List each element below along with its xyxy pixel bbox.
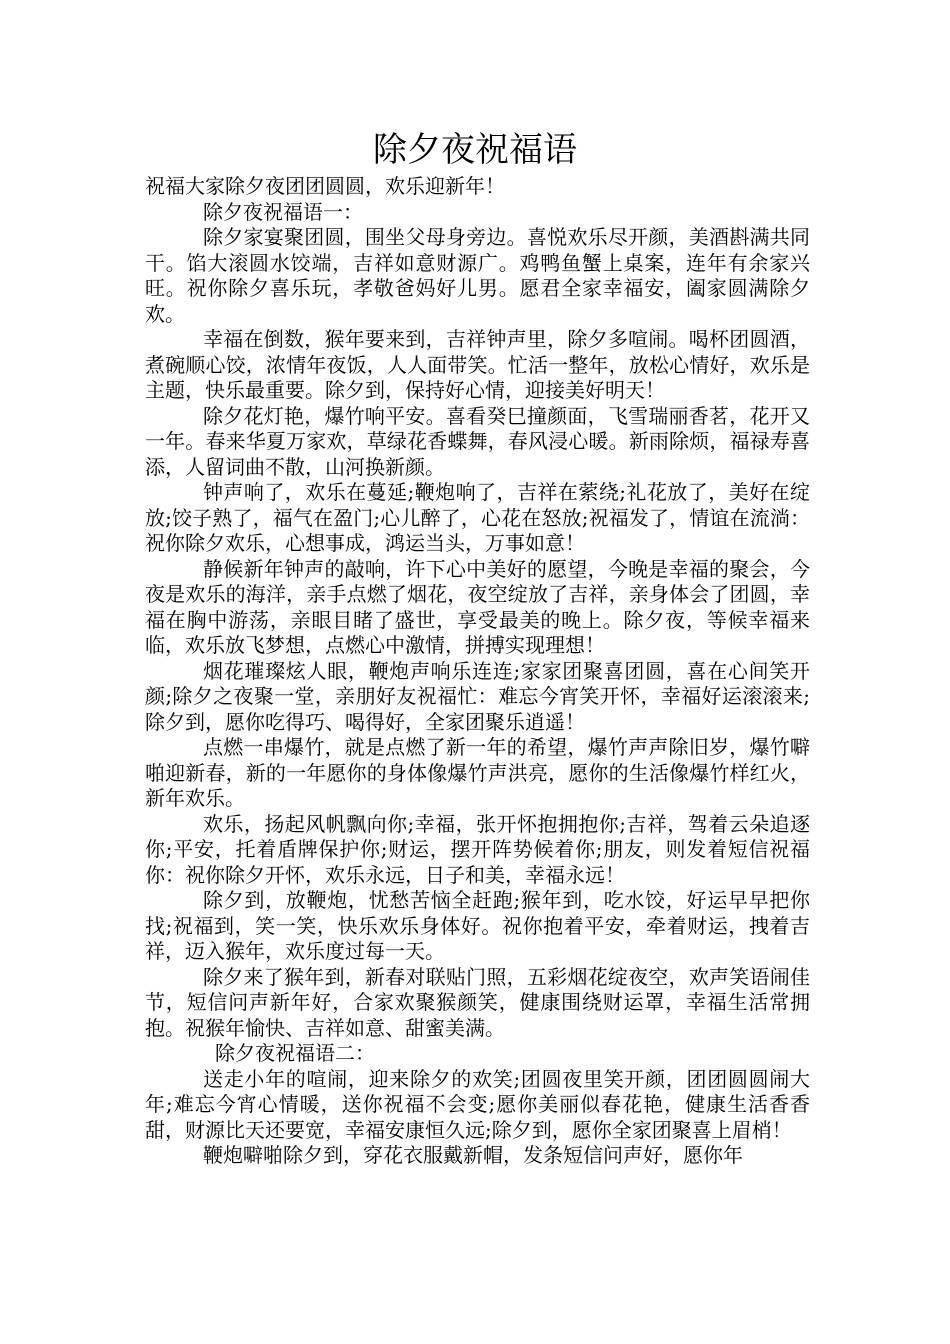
paragraph: 烟花璀璨炫人眼，鞭炮声响乐连连;家家团聚喜团圆，喜在心间笑开颜;除夕之夜聚一堂，亲朋好友祝福忙：难忘今宵笑开怀，幸福好运滚滚来;除夕到，愿你吃得巧、喝得好，全家团聚乐逍遥！ — [145, 658, 810, 734]
paragraph: 除夕来了猴年到，新春对联贴门照，五彩烟花绽夜空，欢声笑语闹佳节，短信问声新年好，合家欢聚猴颜笑，健康围绕财运罩，幸福生活常拥抱。祝猴年愉快、吉祥如意、甜蜜美满。 — [145, 964, 810, 1040]
paragraph: 除夕到，放鞭炮，忧愁苦恼全赶跑;猴年到，吃水饺，好运早早把你找;祝福到，笑一笑，快乐欢乐身体好。祝你抱着平安，牵着财运，拽着吉祥，迈入猴年，欢乐度过每一天。 — [145, 888, 810, 963]
paragraph: 静候新年钟声的敲响，许下心中美好的愿望，今晚是幸福的聚会，今夜是欢乐的海洋，亲手点燃了烟花，夜空绽放了吉祥，亲身体会了团圆，幸福在胸中游荡，亲眼目睹了盛世，享受最美的晚上。除夕夜，等候幸福来临，欢乐放飞梦想，点燃心中激情，拼搏实现理想！ — [145, 556, 810, 657]
section-heading-1: 除夕夜祝福语一： — [203, 199, 363, 224]
paragraph: 除夕家宴聚团圆，围坐父母身旁边。喜悦欢乐尽开颜，美酒斟满共同干。馅大滚圆水饺端，吉祥如意财源广。鸡鸭鱼蟹上桌案，连年有余家兴旺。祝你除夕喜乐玩，孝敬爸妈好儿男。愿君全家幸福安，阖家圆满除夕欢。 — [145, 225, 810, 326]
paragraph: 除夕花灯艳，爆竹响平安。喜看癸巳撞颜面，飞雪瑞丽香茗，花开又一年。春来华夏万家欢，草绿花香蝶舞，春风浸心暖。新雨除烦，福禄寿喜添，人留词曲不散，山河换新颜。 — [145, 403, 810, 479]
document-body — [145, 174, 810, 1169]
paragraph: 鞭炮噼啪除夕到，穿花衣服戴新帽，发条短信问声好，愿你年 — [203, 1143, 743, 1167]
paragraph: 欢乐，扬起风帆飘向你;幸福，张开怀抱拥抱你;吉祥，驾着云朵追逐你;平安，托着盾牌保护你;财运，摆开阵势候着你;朋友，则发着短信祝福你：祝你除夕开怀，欢乐永远，日子和美，幸福永远！ — [145, 811, 810, 887]
paragraph: 送走小年的喧闹，迎来除夕的欢笑;团圆夜里笑开颜，团团圆圆闹大年;难忘今宵心情暖，送你祝福不会变;愿你美丽似春花艳，健康生活香香甜，财源比天还要宽，幸福安康恒久远;除夕到，愿你全家团聚喜上眉梢！ — [145, 1066, 810, 1142]
document-title: 除夕夜祝福语 — [373, 130, 577, 170]
paragraph: 钟声响了，欢乐在蔓延;鞭炮响了，吉祥在萦绕;礼花放了，美好在绽放;饺子熟了，福气在盈门;心儿醉了，心花在怒放;祝福发了，情谊在流淌：祝你除夕欢乐，心想事成，鸿运当头，万事如意！ — [145, 480, 810, 555]
intro-line: 祝福大家除夕夜团团圆圆，欢乐迎新年！ — [145, 174, 505, 198]
paragraph: 幸福在倒数，猴年要来到，吉祥钟声里，除夕多喧闹。喝杯团圆酒，煮碗顺心饺，浓情年夜饭，人人面带笑。忙活一整年，放松心情好，欢乐是主题，快乐最重要。除夕到，保持好心情，迎接美好明天！ — [145, 327, 810, 402]
paragraph: 点燃一串爆竹，就是点燃了新一年的希望，爆竹声声除旧岁，爆竹噼啪迎新春，新的一年愿你的身体像爆竹声洪亮，愿你的生活像爆竹样红火，新年欢乐。 — [145, 735, 810, 810]
section-heading-2: 除夕夜祝福语二： — [215, 1041, 375, 1065]
